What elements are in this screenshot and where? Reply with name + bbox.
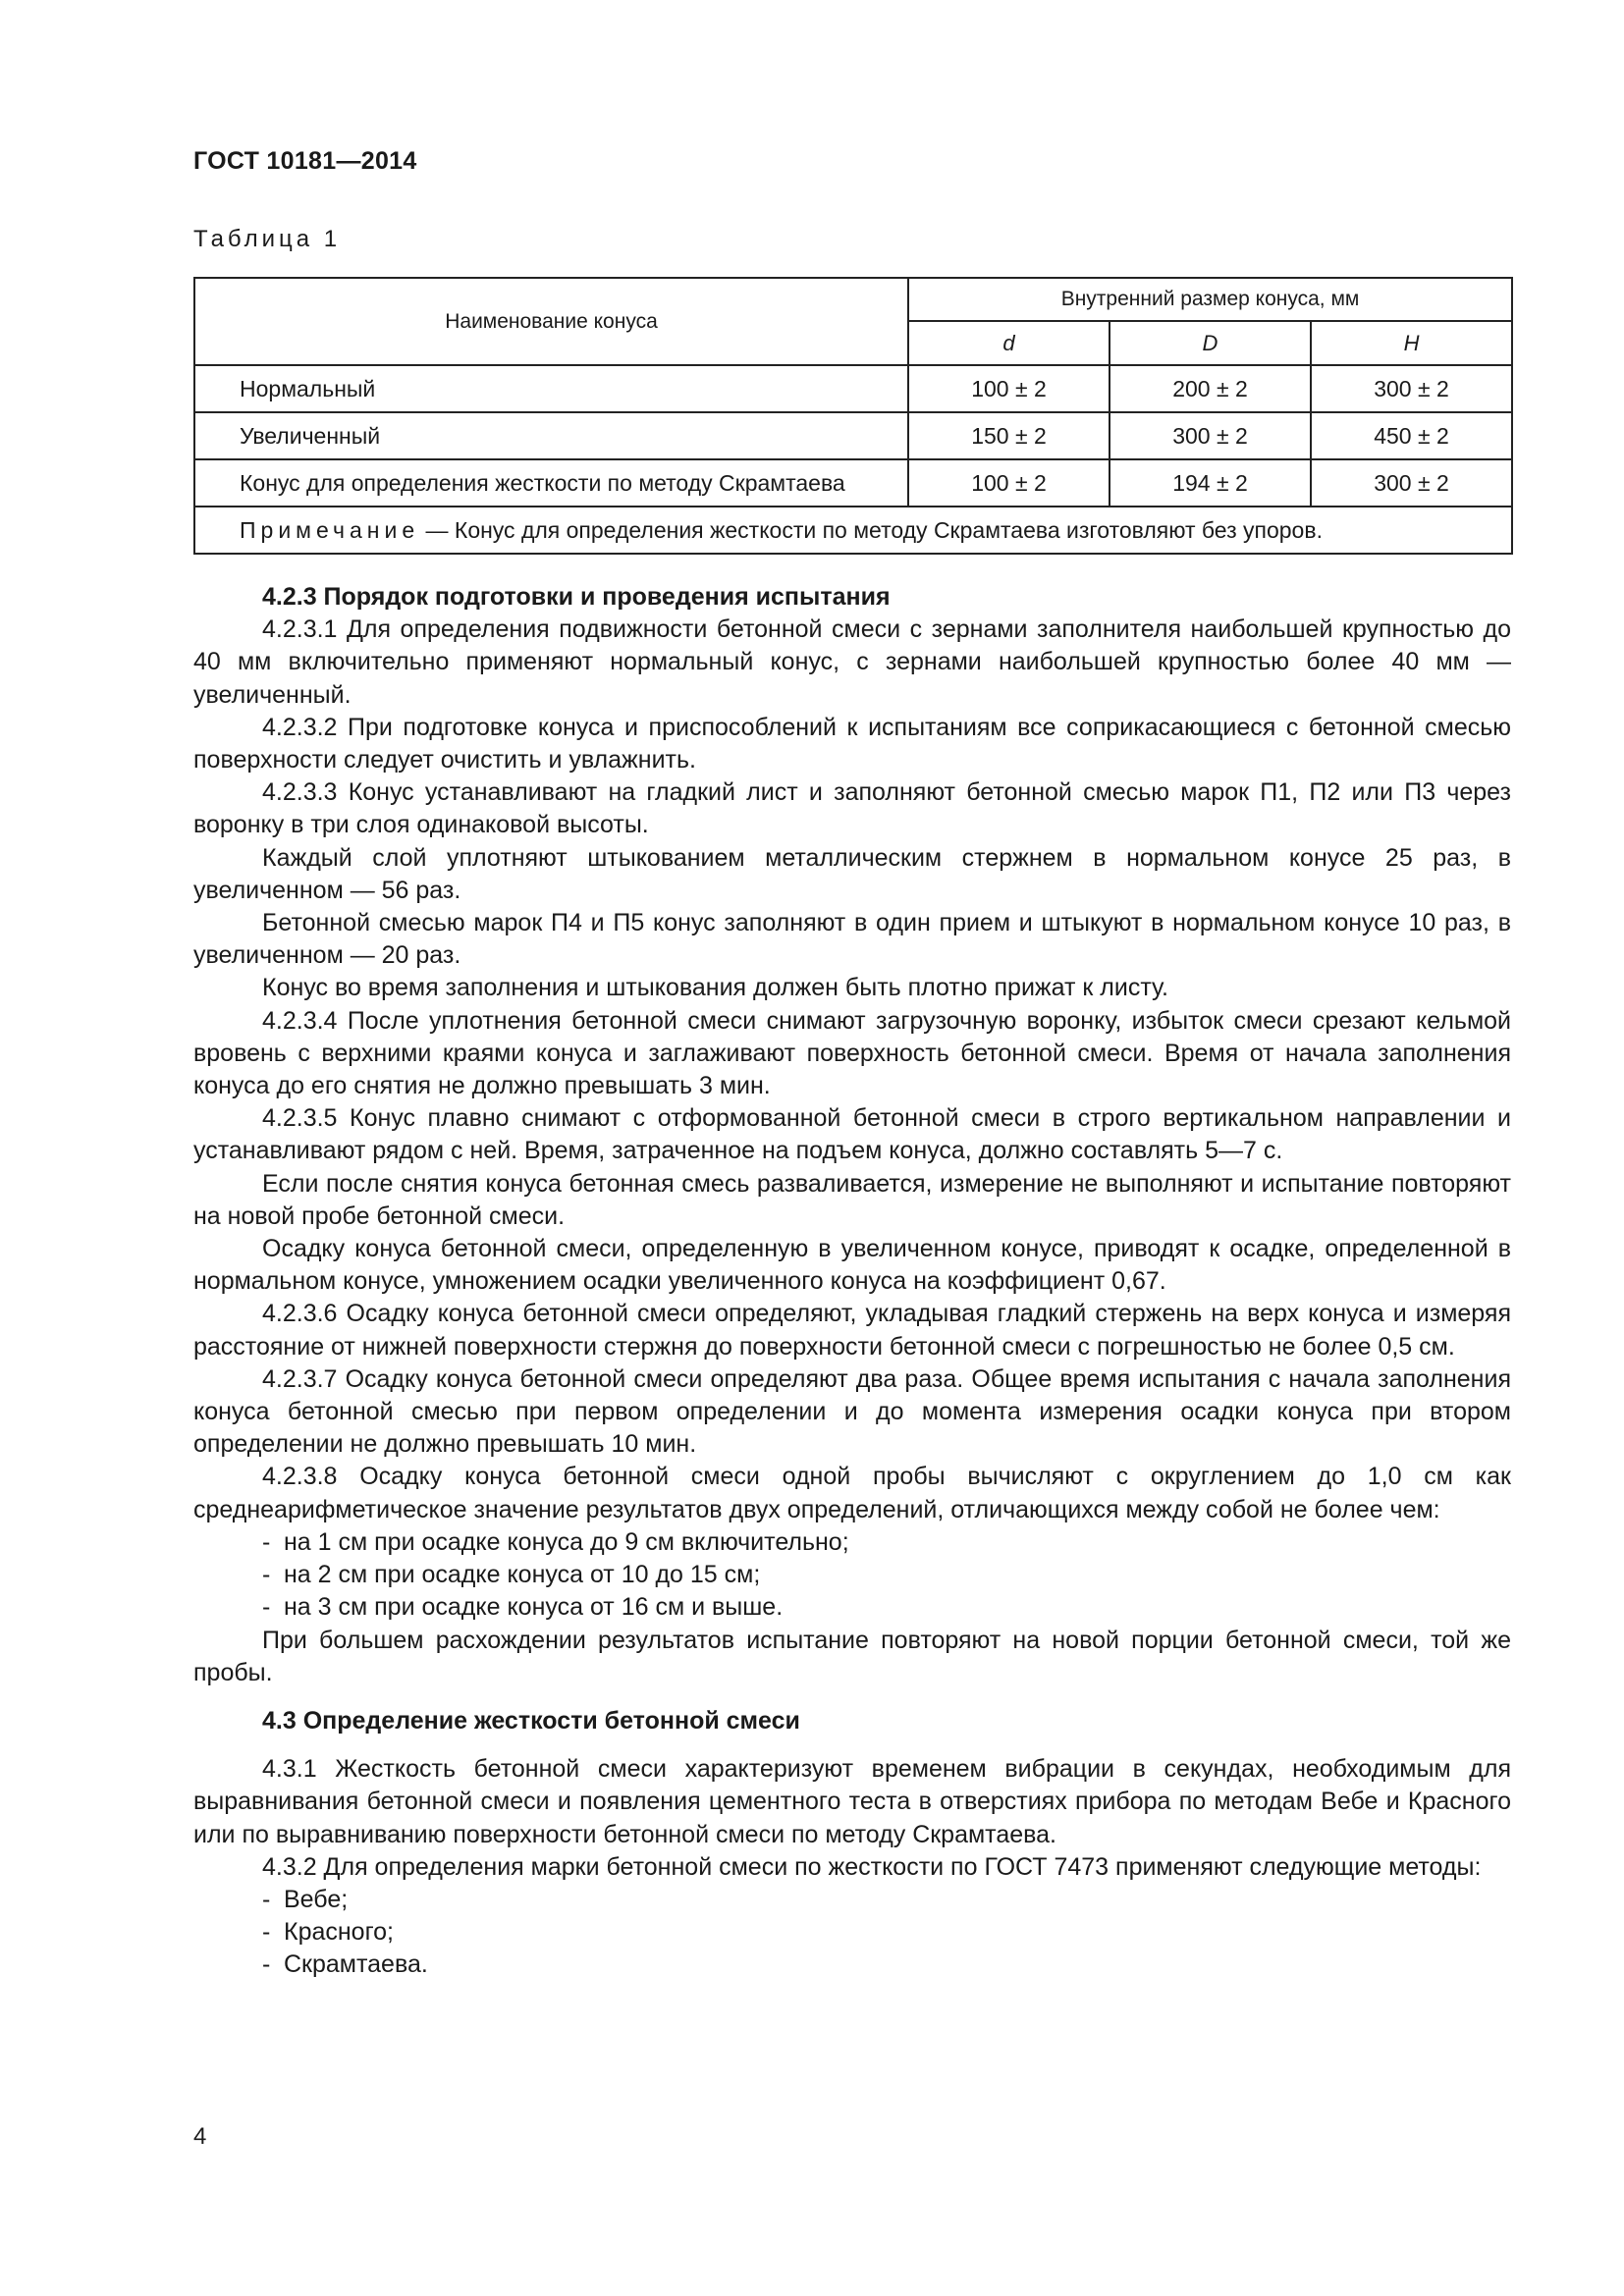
list-item: - на 3 см при осадке конуса от 16 см и выше. <box>262 1593 784 1622</box>
page-number: 4 <box>193 2123 207 2150</box>
cell-d: 150 ± 2 <box>908 412 1110 459</box>
cell-d: 100 ± 2 <box>908 365 1110 412</box>
document-body <box>193 581 1511 1982</box>
row-name: Нормальный <box>194 365 908 412</box>
table-row <box>194 412 1512 459</box>
column-header-H: H <box>1311 321 1512 365</box>
paragraph: Бетонной смесью марок П4 и П5 конус заполняют в один прием и штыкуют в нормальном конусе 10 раз, в увеличенном — 20 раз. <box>193 909 1511 970</box>
section-heading-4-3: 4.3 Определение жесткости бетонной смеси <box>262 1706 800 1735</box>
cell-H: 450 ± 2 <box>1311 412 1512 459</box>
methods-list <box>193 1884 1511 1982</box>
cell-D: 300 ± 2 <box>1110 412 1311 459</box>
paragraph-4-2-3-1: 4.2.3.1 Для определения подвижности бетонной смеси с зернами заполнителя наибольшей крупностью до 40 мм включительно применяют нормальный конус, с зернами наибольшей крупностью более 40 мм — увеличенный. <box>193 615 1511 709</box>
column-header-d: d <box>908 321 1110 365</box>
cell-D: 200 ± 2 <box>1110 365 1311 412</box>
paragraph: Если после снятия конуса бетонная смесь разваливается, измерение не выполняют и испытание повторяют на новой пробе бетонной смеси. <box>193 1169 1511 1230</box>
column-group-header-inner-size: Внутренний размер конуса, мм <box>908 278 1512 321</box>
list-item: - Красного; <box>262 1918 394 1947</box>
paragraph-4-2-3-7: 4.2.3.7 Осадку конуса бетонной смеси определяют два раза. Общее время испытания с начала заполнения конуса бетонной смесью при первом определении и до момента измерения осадки конуса при втором определении не должно превышать 10 мин. <box>193 1364 1511 1459</box>
paragraph: Каждый слой уплотняют штыкованием металлическим стержнем в нормальном конусе 25 раз, в увеличенном — 56 раз. <box>193 843 1511 904</box>
list-item: - на 2 см при осадке конуса от 10 до 15 см; <box>262 1561 761 1589</box>
row-name: Увеличенный <box>194 412 908 459</box>
paragraph-4-2-3-2: 4.2.3.2 При подготовке конуса и приспособлений к испытаниям все соприкасающиеся с бетонной смесью поверхности следует очистить и увлажнить. <box>193 713 1511 774</box>
paragraph-4-3-2: 4.3.2 Для определения марки бетонной смеси по жесткости по ГОСТ 7473 применяют следующие методы: <box>262 1852 1482 1881</box>
paragraph-4-2-3-5: 4.2.3.5 Конус плавно снимают с отформованной бетонной смеси в строго вертикальном направлении и устанавливают рядом с ней. Время, затраченное на подъем конуса, должно составлять 5—7 с. <box>193 1104 1511 1165</box>
table-note <box>194 507 1512 554</box>
table-caption: Таблица 1 <box>193 226 342 252</box>
table-row <box>194 365 1512 412</box>
note-text: — Конус для определения жесткости по методу Скрамтаева изготовляют без упоров. <box>419 516 1323 543</box>
table-row <box>194 459 1512 507</box>
section-heading-4-2-3: 4.2.3 Порядок подготовки и проведения испытания <box>262 583 891 611</box>
paragraph: Осадку конуса бетонной смеси, определенную в увеличенном конусе, приводят к осадке, определенной в нормальном конусе, умножением осадки увеличенного конуса на коэффициент 0,67. <box>193 1235 1511 1296</box>
paragraph-4-2-3-3: 4.2.3.3 Конус устанавливают на гладкий лист и заполняют бетонной смесью марок П1, П2 или П3 через воронку в три слоя одинаковой высоты. <box>193 778 1511 839</box>
list-item: - Вебе; <box>262 1885 349 1913</box>
cone-dimensions-table <box>193 277 1513 555</box>
paragraph-4-2-3-6: 4.2.3.6 Осадку конуса бетонной смеси определяют, укладывая гладкий стержень на верх конуса и измеряя расстояние от нижней поверхности стержня до поверхности бетонной смеси с погрешностью не более 0,5 см. <box>193 1300 1511 1361</box>
list-item: - на 1 см при осадке конуса до 9 см включительно; <box>262 1527 849 1556</box>
paragraph-4-2-3-8: 4.2.3.8 Осадку конуса бетонной смеси одной пробы вычисляют с округлением до 1,0 см как среднеарифметическое значение результатов двух определений, отличающихся между собой не более чем: <box>193 1463 1511 1523</box>
paragraph: При большем расхождении результатов испытание повторяют на новой порции бетонной смеси, той же пробы. <box>193 1626 1511 1686</box>
paragraph: Конус во время заполнения и штыкования должен быть плотно прижат к листу. <box>262 974 1168 1002</box>
cell-H: 300 ± 2 <box>1311 365 1512 412</box>
list-item: - Скрамтаева. <box>262 1950 428 1979</box>
cell-d: 100 ± 2 <box>908 459 1110 507</box>
column-header-cone-name: Наименование конуса <box>194 278 908 365</box>
document-code-header: ГОСТ 10181—2014 <box>193 147 417 175</box>
note-label: Примечание <box>240 516 420 543</box>
cell-D: 194 ± 2 <box>1110 459 1311 507</box>
deviation-list <box>193 1526 1511 1625</box>
column-header-D: D <box>1110 321 1311 365</box>
cell-H: 300 ± 2 <box>1311 459 1512 507</box>
row-name: Конус для определения жесткости по методу Скрамтаева <box>194 459 908 507</box>
paragraph-4-2-3-4: 4.2.3.4 После уплотнения бетонной смеси снимают загрузочную воронку, избыток смеси срезают кельмой вровень с верхними краями конуса и заглаживают поверхность бетонной смеси. Время от начала заполнения конуса до его снятия не должно превышать 3 мин. <box>193 1006 1511 1100</box>
paragraph-4-3-1: 4.3.1 Жесткость бетонной смеси характеризуют временем вибрации в секундах, необходимым для выравнивания бетонной смеси и появления цементного теста в отверстиях прибора по методам Вебе и Красного или по выравниванию поверхности бетонной смеси по методу Скрамтаева. <box>193 1755 1511 1848</box>
